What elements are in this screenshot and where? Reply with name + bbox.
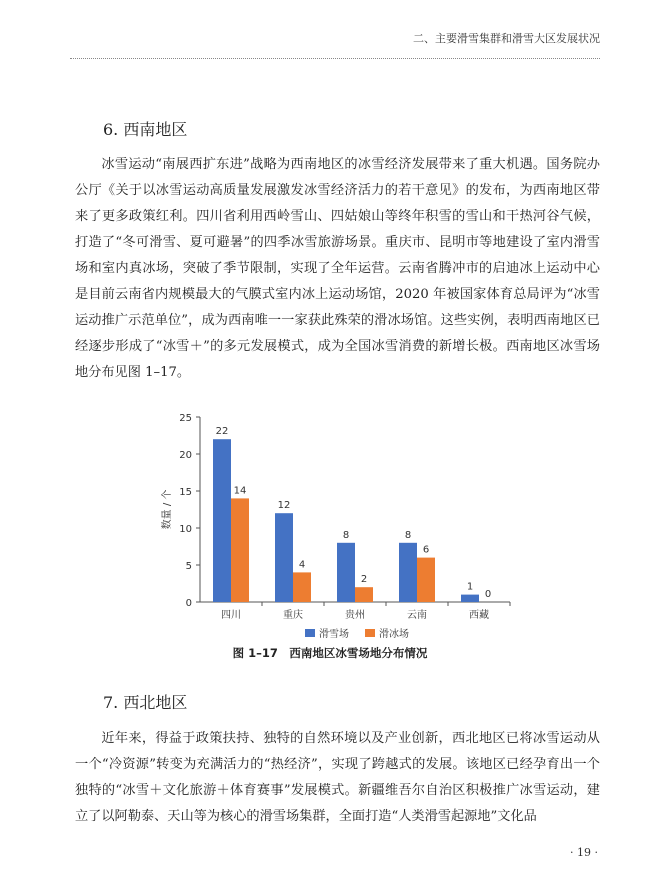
x-tick-label: 重庆: [283, 610, 303, 621]
data-label: 8: [404, 529, 412, 541]
section-6-title: 6. 西南地区: [103, 120, 188, 139]
running-header: [70, 30, 600, 59]
bar-chart: [150, 405, 530, 675]
section-7-title: 7. 西北地区: [103, 693, 188, 712]
legend-swatch: [305, 629, 315, 637]
bar-ski-resort: [461, 595, 479, 602]
y-axis-label: 数量 / 个: [162, 489, 173, 530]
figure-caption: 图 1–17 西南地区冰雪场地分布情况: [232, 646, 428, 660]
bar-ski-resort: [337, 543, 355, 602]
x-tick-label: 四川: [221, 610, 241, 621]
y-tick-label: 15: [179, 487, 192, 498]
bar-ski-resort: [275, 513, 293, 602]
chart-svg: [150, 405, 530, 675]
data-label: 22: [215, 426, 229, 438]
x-tick-label: 云南: [407, 610, 427, 621]
data-label: 0: [484, 589, 492, 600]
y-tick-label: 20: [179, 450, 192, 461]
x-tick-label: 西藏: [469, 610, 489, 621]
bar-ice-rink: [231, 498, 249, 602]
running-header-title: 二、主要滑雪集群和滑雪大区发展状况: [413, 32, 600, 45]
legend-label: 滑冰场: [379, 629, 409, 640]
bar-ice-rink: [293, 572, 311, 602]
bar-ice-rink: [417, 558, 435, 602]
x-tick-label: 贵州: [345, 610, 365, 621]
y-tick-label: 10: [179, 524, 192, 535]
legend-label: 滑雪场: [319, 629, 349, 640]
y-tick-label: 25: [179, 413, 192, 424]
bar-ice-rink: [355, 587, 373, 602]
y-tick-label: 5: [185, 561, 192, 572]
y-tick-label: 0: [185, 598, 192, 609]
page-number: · 19 ·: [570, 846, 598, 859]
data-label: 2: [360, 574, 368, 586]
data-label: 12: [277, 500, 291, 512]
bar-ski-resort: [213, 439, 231, 602]
section-7-paragraph: 近年来，得益于政策扶持、独特的自然环境以及产业创新，西北地区已将冰雪运动从一个“冷资源”转变为充满活力的“热经济”，实现了跨越式的发展。该地区已经孕育出一个独特的“冰雪＋文化旅游＋体育赛事”发展模式。新疆维吾尔自治区积极推广冰雪运动，建立了以阿勒泰、天山等为核心的滑雪场集群，全面打造“人类滑雪起源地”文化品: [75, 731, 600, 824]
bar-ski-resort: [399, 543, 417, 602]
data-label: 14: [233, 485, 247, 497]
legend-swatch: [365, 629, 375, 637]
data-label: 6: [422, 544, 430, 556]
data-label: 1: [466, 581, 474, 593]
section-6-paragraph: 冰雪运动“南展西扩东进”战略为西南地区的冰雪经济发展带来了重大机遇。国务院办公厅《关于以冰雪运动高质量发展激发冰雪经济活力的若干意见》的发布，为西南地区带来了更多政策红利。四川省利用西岭雪山、四姑娘山等终年积雪的雪山和干热河谷气候，打造了“冬可滑雪、夏可避暑”的四季冰雪旅游场景。重庆市、昆明市等地建设了室内滑雪场和室内真冰场，突破了季节限制，实现了全年运营。云南省腾冲市的启迪冰上运动中心是目前云南省内规模最大的气膜式室内冰上运动场馆，2020 年被国家体育总局评为“冰雪运动推广示范单位”，成为西南唯一一家获此殊荣的滑冰场馆。这些实例，表明西南地区已经逐步形成了“冰雪＋”的多元发展模式，成为全国冰雪消费的新增长极。西南地区冰雪场地分布见图 1–17。: [75, 157, 600, 380]
data-label: 8: [342, 529, 350, 541]
data-label: 4: [298, 559, 306, 571]
